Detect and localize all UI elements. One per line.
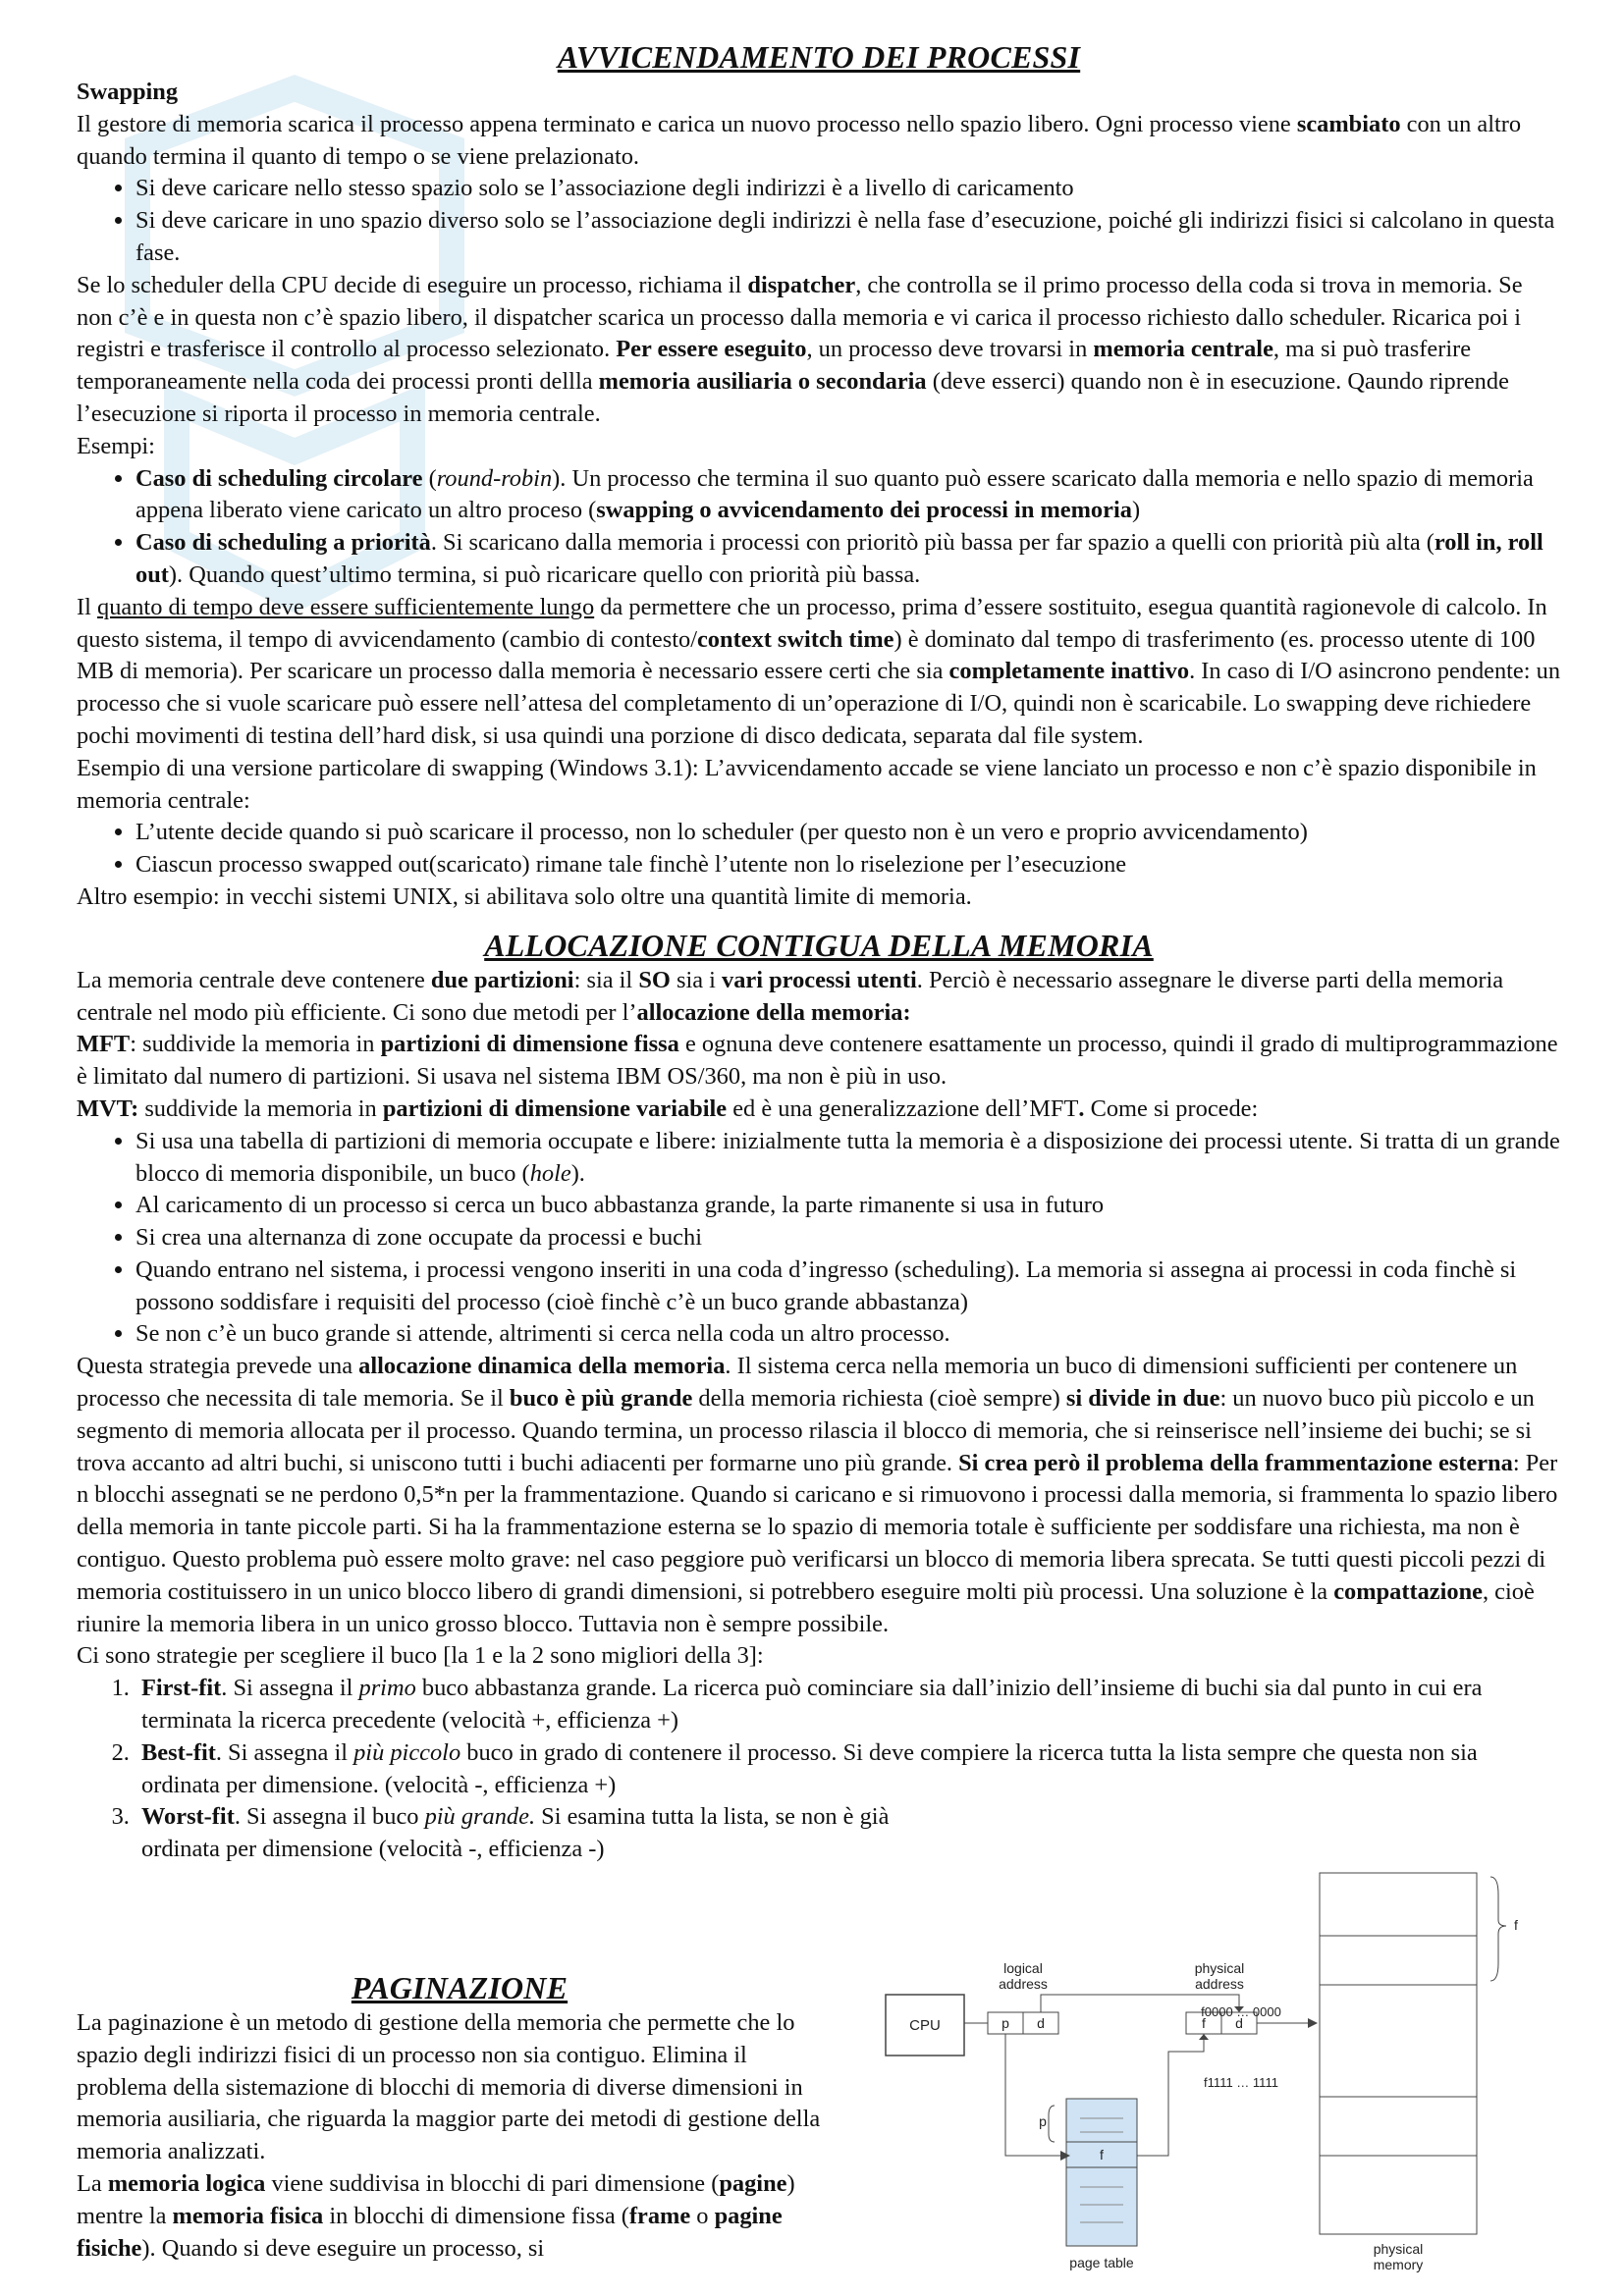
svg-text:memory: memory <box>1373 2257 1424 2272</box>
list-item: 1. First-fit. Si assegna il primo buco abbastanza grande. La ricerca può cominciare sia dall’inizio dell’insieme di buchi sia dal punto in cui era terminata la ricerca precedente (velocità +, efficienza +) <box>135 1673 1561 1737</box>
svg-text:d: d <box>1037 2015 1045 2031</box>
section-title-paginazione: PAGINAZIONE <box>351 1970 568 2005</box>
physical-memory <box>1320 1873 1477 2234</box>
paginazione-section <box>77 1968 842 2265</box>
paragraph: MVT: suddivide la memoria in partizioni di dimensione variabile ed è una generalizzazione dell’MFT. Come si procede: <box>77 1095 1259 1122</box>
paragraph: MFT: suddivide la memoria in partizioni di dimensione fissa e ognuna deve contenere esattamente un processo, quindi il grado di multiprogrammazione è limitato dal numero di partizioni. Si usava nel sistema IBM OS/360, ma non è più in uso. <box>77 1031 1558 1091</box>
logical-address-label: logical <box>1003 1960 1043 1976</box>
svg-text:f: f <box>1100 2147 1104 2163</box>
paragraph: La memoria centrale deve contenere due partizioni: sia il SO sia i vari processi utenti. Perciò è necessario assegnare le diverse parti della memoria centrale nel modo più efficiente. Ci sono due metodi per l’allocazione della memoria: <box>77 966 1504 1026</box>
svg-text:f: f <box>1514 1917 1518 1933</box>
page-table <box>1066 2099 1137 2246</box>
svg-text:address: address <box>999 1976 1048 1992</box>
subtitle-swapping: Swapping <box>77 79 179 105</box>
numbered-list <box>77 1673 1561 1866</box>
physical-address-label: physical <box>1194 1960 1245 1976</box>
list-item: • Caso di scheduling a priorità. Si scaricano dalla memoria i processi con prioritò più bassa per far spazio a quelli con priorità più alta (roll in, roll out). Quando quest’ultimo termina, si può ricaricare quello con priorità più bassa. <box>135 527 1561 592</box>
page-content <box>77 37 1561 1866</box>
list-item: 3. Worst-fit. Si assegna il buco più grande. Si esamina tutta la lista, se non è già ordinata per dimensione (velocità -, efficienza -) <box>135 1801 907 1866</box>
list-item: • Se non c’è un buco grande si attende, altrimenti si cerca nella coda un altro processo. <box>135 1318 1561 1351</box>
svg-text:d: d <box>1235 2015 1243 2031</box>
page-table-label: page table <box>1069 2255 1134 2270</box>
list-item: • L’utente decide quando si può scaricare il processo, non lo scheduler (per questo non è un vero e proprio avvicendamento) <box>135 817 1561 849</box>
paragraph: Se lo scheduler della CPU decide di eseguire un processo, richiama il dispatcher, che controlla se il primo processo della coda si trova in memoria. Se non c’è e in questa non c’è spazio libero, il dispatcher scarica un processo dalla memoria e vi carica il processo richiesto dallo scheduler. Ricarica poi i registri e trasferisce il controllo al processo selezionato. Per essere eseguito, un processo deve trovarsi in memoria centrale, ma si può trasferire temporaneamente nella coda dei processi pronti dellla memoria ausiliaria o secondaria (deve esserci) quando non è in esecuzione. Qaundo riprende l’esecuzione si riporta il processo in memoria centrale. <box>77 271 1523 427</box>
section-title-avvicendamento: AVVICENDAMENTO DEI PROCESSI <box>557 39 1081 75</box>
bullet-list <box>77 1126 1561 1352</box>
list-item: • Ciascun processo swapped out(scaricato) rimane tale finchè l’utente non lo riselezione per l’esecuzione <box>135 849 1561 881</box>
list-item: • Si deve caricare nello stesso spazio solo se l’associazione degli indirizzi è a livello di caricamento <box>135 173 1561 205</box>
svg-text:f1111 … 1111: f1111 … 1111 <box>1204 2075 1278 2090</box>
paragraph: La paginazione è un metodo di gestione della memoria che permette che lo spazio degli indirizzi fisici di un processo non sia contiguo. Elimina il problema della sistemazione di blocchi di memoria di diverse dimensioni in memoria ausiliaria, che riguarda la maggior parte dei metodi di gestione della memoria analizzati. <box>77 2009 821 2165</box>
list-item: • Quando entrano nel sistema, i processi vengono inseriti in una coda d’ingresso (scheduling). La memoria si assegna ai processi in coda finchè si possono soddisfare i requisiti del processo (cioè finchè c’è un buco grande abbastanza) <box>135 1255 1561 1319</box>
bullet-list <box>77 173 1561 269</box>
list-item: • Si crea una alternanza di zone occupate da processi e buchi <box>135 1222 1561 1255</box>
section-title-allocazione: ALLOCAZIONE CONTIGUA DELLA MEMORIA <box>484 927 1154 963</box>
paragraph: Esempi: <box>77 432 155 459</box>
paragraph: Questa strategia prevede una allocazione dinamica della memoria. Il sistema cerca nella memoria un buco di dimensioni sufficienti per contenere un processo che necessita di tale memoria. Se il buco è più grande della memoria richiesta (cioè sempre) si divide in due: un nuovo buco più piccolo e un segmento di memoria allocata per il processo. Quando termina, un processo rilascia il blocco di memoria, che si reinserisce nell’insieme dei buchi; se si trova accanto ad altri buchi, si uniscono tutti i buchi adiacenti per formarne uno più grande. Si crea però il problema della frammentazione esterna: Per n blocchi assegnati se ne perdono 0,5*n per la frammentazione. Quando si caricano e si rimuovono i processi dalla memoria, si frammenta lo spazio libero della memoria in tante piccole parti. Si ha la frammentazione esterna se lo spazio di memoria totale è sufficiente per soddisfare una richiesta, ma non è contiguo. Questo problema può essere molto grave: nel caso peggiore può verificarsi un blocco di memoria libera sprecata. Se tutti questi piccoli pezzi di memoria costituissero in un unico blocco libero di grandi dimensioni, si potrebbero eseguire molti più processi. Una soluzione è la compattazione, cioè riunire la memoria libera in un unico grosso blocco. Tuttavia non è sempre possibile. <box>77 1353 1558 1637</box>
svg-text:f: f <box>1202 2015 1206 2031</box>
bullet-list <box>77 463 1561 592</box>
paragraph: Esempio di una versione particolare di swapping (Windows 3.1): L’avvicendamento accade se viene lanciato un processo e non c’è spazio disponibile in memoria centrale: <box>77 754 1537 814</box>
physical-memory-label: physical <box>1373 2241 1424 2257</box>
list-item: • Al caricamento di un processo si cerca un buco abbastanza grande, la parte rimanente si usa in futuro <box>135 1190 1561 1222</box>
svg-text:address: address <box>1195 1976 1244 1992</box>
cpu-label: CPU <box>909 2017 941 2034</box>
list-item: • Si deve caricare in uno spazio diverso solo se l’associazione degli indirizzi è nella fase d’esecuzione, poiché gli indirizzi fisici si calcolano in questa fase. <box>135 205 1561 270</box>
paragraph: Altro esempio: in vecchi sistemi UNIX, si abilitava solo oltre una quantità limite di memoria. <box>77 882 972 910</box>
bullet-list <box>77 817 1561 881</box>
svg-text:f0000 … 0000: f0000 … 0000 <box>1201 2004 1281 2019</box>
paragraph: Ci sono strategie per scegliere il buco [la 1 e la 2 sono migliori della 3]: <box>77 1642 764 1670</box>
svg-text:p: p <box>1039 2113 1047 2129</box>
paging-diagram <box>874 1865 1581 2277</box>
list-item: • Caso di scheduling circolare (round-robin). Un processo che termina il suo quanto può essere scaricato dalla memoria e nello spazio di memoria appena liberato viene caricato un altro proceso (swapping o avvicendamento dei processi in memoria) <box>135 463 1561 528</box>
paragraph: Il gestore di memoria scarica il processo appena terminato e carica un nuovo processo nello spazio libero. Ogni processo viene scambiato con un altro quando termina il quanto di tempo o se viene prelazionato. <box>77 110 1522 170</box>
list-item: 2. Best-fit. Si assegna il più piccolo buco in grado di contenere il processo. Si deve compiere la ricerca tutta la lista sempre che questa non sia ordinata per dimensione. (velocità -, efficienza +) <box>135 1737 1561 1802</box>
paragraph: La memoria logica viene suddivisa in blocchi di pari dimensione (pagine) mentre la memoria fisica in blocchi di dimensione fissa (frame o pagine fisiche). Quando si deve eseguire un processo, si <box>77 2169 795 2262</box>
svg-text:p: p <box>1001 2015 1009 2031</box>
list-item: • Si usa una tabella di partizioni di memoria occupate e libere: inizialmente tutta la memoria è a disposizione dei processi utente. Si tratta di un grande blocco di memoria disponibile, un buco (hole). <box>135 1126 1561 1191</box>
paragraph: Il quanto di tempo deve essere sufficientemente lungo da permettere che un processo, prima d’essere sostituito, esegua quantità ragionevole di calcolo. In questo sistema, il tempo di avvicendamento (cambio di contesto/context switch time) è dominato dal tempo di trasferimento (es. processo utente di 100 MB di memoria). Per scaricare un processo dalla memoria è necessario essere certi che sia completamente inattivo. In caso di I/O asincrono pendente: un processo che si vuole scaricare può essere nell’attesa del completamento di un’operazione di I/O, quindi non è scaricabile. Lo swapping deve richiedere pochi movimenti di testina dell’hard disk, si usa quindi una porzione di disco dedicata, separata dal file system. <box>77 593 1561 749</box>
